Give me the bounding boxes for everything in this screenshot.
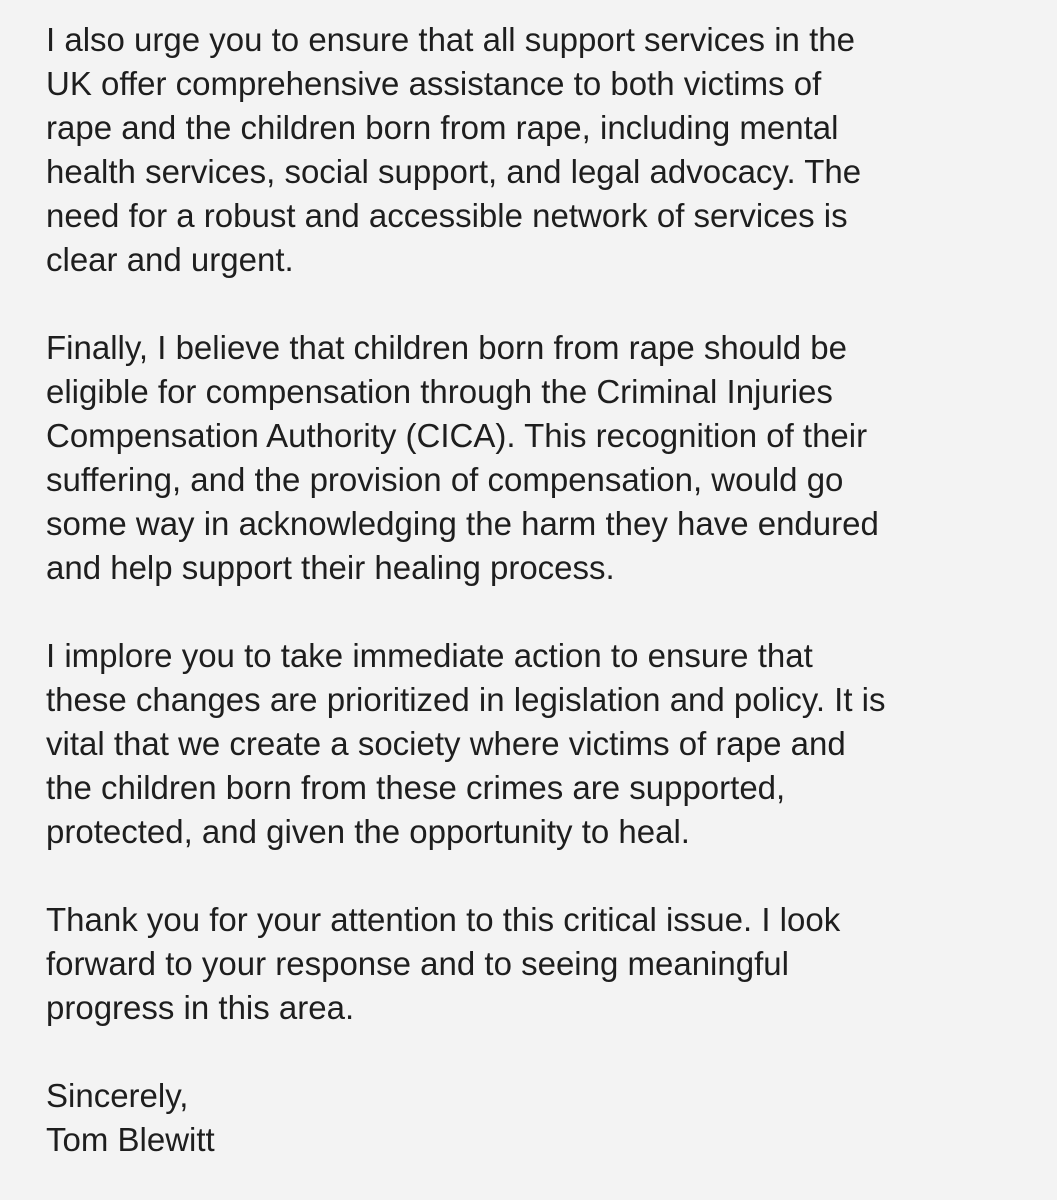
text-line: Finally, I believe that children born from rape should be xyxy=(46,329,847,366)
text-line: vital that we create a society where victims of rape and xyxy=(46,725,846,762)
text-line: suffering, and the provision of compensation, would go xyxy=(46,461,844,498)
text-line: I implore you to take immediate action to ensure that xyxy=(46,637,813,674)
text-line: eligible for compensation through the Criminal Injuries xyxy=(46,373,833,410)
text-line: rape and the children born from rape, including mental xyxy=(46,109,839,146)
paragraph-thanks xyxy=(46,898,1017,1030)
signature-name: Tom Blewitt xyxy=(46,1121,215,1158)
text-line: UK offer comprehensive assistance to both victims of xyxy=(46,65,822,102)
text-line: these changes are prioritized in legislation and policy. It is xyxy=(46,681,886,718)
text-line: the children born from these crimes are supported, xyxy=(46,769,786,806)
text-line: and help support their healing process. xyxy=(46,549,615,586)
text-line: I also urge you to ensure that all support services in the xyxy=(46,21,855,58)
text-line: clear and urgent. xyxy=(46,241,294,278)
paragraph-call-to-action xyxy=(46,634,1017,854)
text-line: progress in this area. xyxy=(46,989,355,1026)
text-line: some way in acknowledging the harm they have endured xyxy=(46,505,879,542)
text-line: health services, social support, and legal advocacy. The xyxy=(46,153,862,190)
paragraph-compensation xyxy=(46,326,1017,590)
text-line: protected, and given the opportunity to heal. xyxy=(46,813,690,850)
letter-signoff xyxy=(46,1074,1017,1162)
text-line: Thank you for your attention to this critical issue. I look xyxy=(46,901,841,938)
closing-text: Sincerely, xyxy=(46,1077,189,1114)
text-line: forward to your response and to seeing meaningful xyxy=(46,945,789,982)
text-line: Compensation Authority (CICA). This recognition of their xyxy=(46,417,868,454)
paragraph-support-services xyxy=(46,18,1017,282)
text-line: need for a robust and accessible network of services is xyxy=(46,197,848,234)
